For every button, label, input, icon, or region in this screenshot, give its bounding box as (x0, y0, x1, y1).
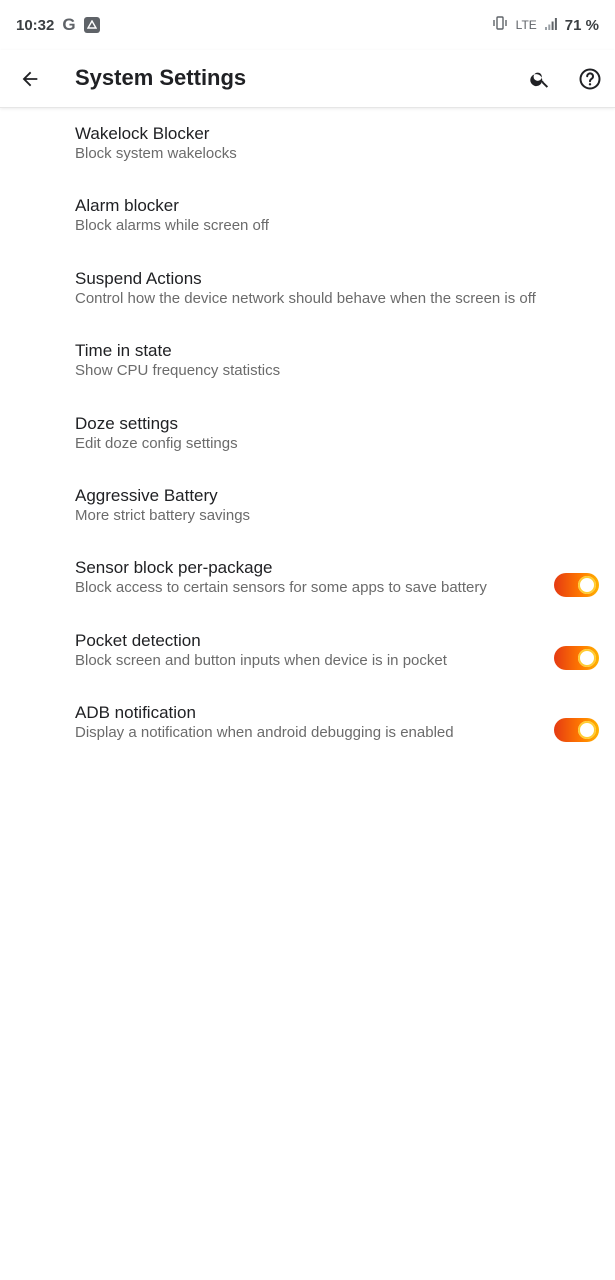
lte-label: LTE (515, 18, 537, 32)
setting-title: Suspend Actions (75, 268, 202, 288)
app-notification-icon (84, 17, 100, 33)
setting-title: Pocket detection (75, 630, 201, 650)
vibrate-icon (492, 16, 508, 34)
setting-time-in-state[interactable] (0, 325, 615, 397)
setting-summary: Show CPU frequency statistics (75, 362, 281, 380)
setting-summary: Block screen and button inputs when device is in pocket (75, 651, 447, 669)
pocket-detection-toggle[interactable] (554, 646, 599, 670)
back-button[interactable] (14, 63, 46, 95)
help-button[interactable] (574, 63, 606, 95)
setting-aggressive-battery[interactable] (0, 470, 615, 542)
setting-summary: Block access to certain sensors for some apps to save battery (75, 579, 487, 597)
setting-sensor-block[interactable] (0, 542, 615, 614)
top-app-bar (0, 50, 615, 108)
setting-adb-notification[interactable] (0, 687, 615, 759)
setting-summary: Control how the device network should behave when the screen is off (75, 289, 536, 307)
status-right (492, 16, 599, 34)
status-bar (0, 0, 615, 50)
setting-title: Alarm blocker (75, 196, 179, 216)
help-icon (578, 67, 602, 91)
setting-title: Sensor block per-package (75, 558, 273, 578)
setting-summary: Block system wakelocks (75, 145, 237, 162)
setting-pocket-detection[interactable] (0, 615, 615, 687)
setting-title: Wakelock Blocker (75, 124, 210, 143)
setting-summary: Block alarms while screen off (75, 217, 269, 235)
battery-percent: 71 % (564, 16, 599, 34)
setting-wakelock-blocker[interactable] (0, 108, 615, 180)
google-icon: G (62, 15, 76, 34)
search-button[interactable] (524, 63, 556, 95)
setting-summary: Display a notification when android debugging is enabled (75, 724, 454, 742)
setting-summary: Edit doze config settings (75, 434, 238, 452)
page-title: System Settings (75, 65, 247, 90)
status-left (16, 15, 100, 35)
toggle-knob (578, 721, 596, 739)
setting-title: Time in state (75, 341, 172, 361)
setting-title: Aggressive Battery (75, 485, 218, 505)
setting-title: Doze settings (75, 413, 178, 433)
sensor-block-toggle[interactable] (554, 573, 599, 597)
adb-notification-toggle[interactable] (554, 718, 599, 742)
setting-doze-settings[interactable] (0, 398, 615, 470)
settings-list (0, 108, 615, 760)
setting-summary: More strict battery savings (75, 506, 251, 524)
signal-icon (545, 17, 557, 34)
setting-alarm-blocker[interactable] (0, 180, 615, 252)
setting-title: ADB notification (75, 703, 196, 723)
back-arrow-icon (19, 68, 41, 90)
toggle-knob (578, 576, 596, 594)
search-icon (529, 68, 551, 90)
status-time: 10:32 (16, 16, 55, 34)
setting-suspend-actions[interactable] (0, 253, 615, 325)
toggle-knob (578, 649, 596, 667)
